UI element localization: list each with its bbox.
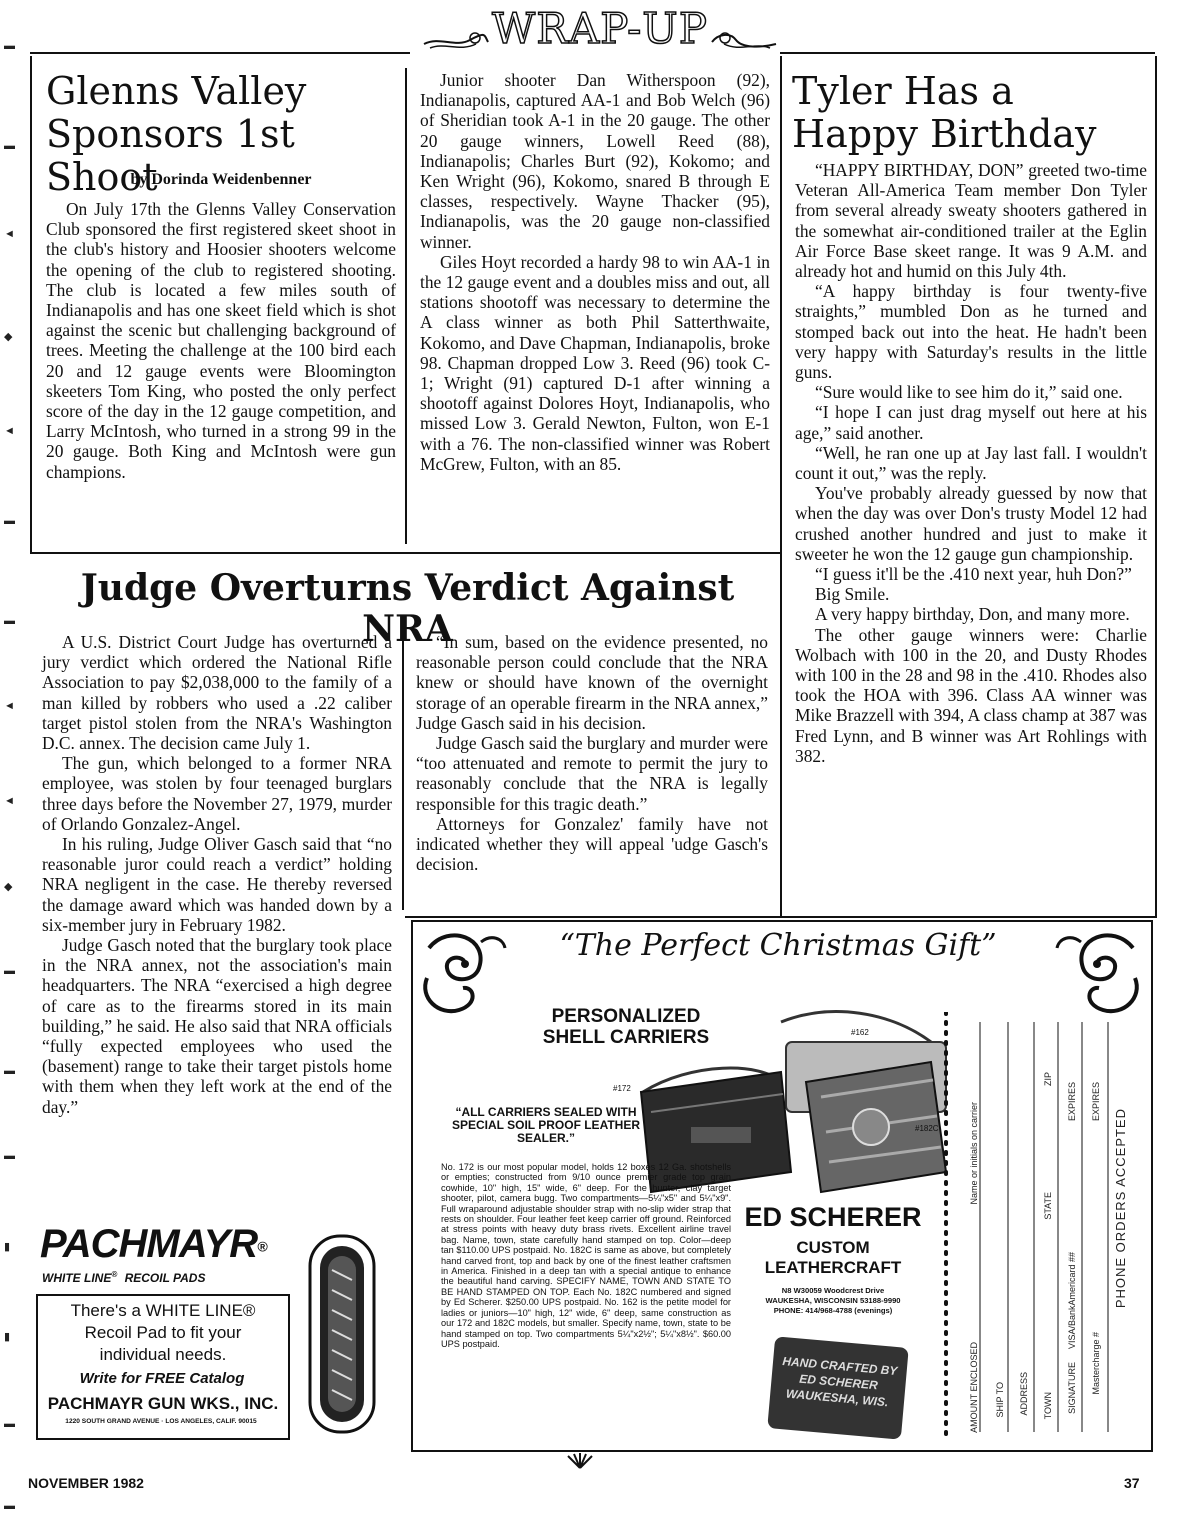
ornament-left-icon — [419, 928, 509, 1020]
town-field[interactable]: TOWN — [1043, 1392, 1053, 1420]
pachmayr-company: PACHMAYR GUN WKS., INC. — [47, 1394, 279, 1413]
company-city: WAUKESHA, WISCONSIN 53188-9990 — [765, 1296, 901, 1305]
company-address: N8 W30059 Woodcrest Drive — [781, 1286, 885, 1295]
glenns-column-1 — [46, 199, 396, 482]
paragraph: Giles Hoyt recorded a hardy 98 to win AA-1 in the 12 gauge event and a doubles miss and out, all stations shootoff was necessary to determine the A class winner as both Phil Satterthwaite, Kokomo, and Dave Chapman, Indianapolis, broke 98. Chapman dropped Low 3. Reed (96) took C-1; Wright (91) captured D-1 after winning a shootoff against Dolores Hoyt, Indianapolis, who missed Low 3. Gerald Newton, Fulton, won E-1 with a 76. The non-classified winner was Robert McGrew, Fulton, with an 85. — [420, 251, 770, 474]
binder-mark: ◄ — [4, 425, 15, 437]
nra-headline: Judge Overturns Verdict Against NRA — [80, 567, 735, 650]
paragraph: A very happy birthday, Don, and many more. — [815, 604, 1130, 625]
ornament-right-icon — [1053, 928, 1143, 1020]
recoil-pad-icon — [298, 1230, 402, 1436]
amount-enclosed-field[interactable]: AMOUNT ENCLOSED — [969, 1342, 979, 1433]
paragraph: “Well, he ran one up at Jay last fall. I wouldn't count it out,” was the reply. — [795, 442, 1147, 484]
product-title: PERSONALIZED SHELL CARRIERS — [542, 1006, 710, 1048]
binder-mark: ▮ — [4, 1241, 11, 1253]
column-rule — [780, 56, 782, 918]
paragraph: “Sure would like to see him do it,” said one. — [815, 382, 1123, 403]
binder-mark: ▬ — [4, 140, 15, 152]
binder-mark: ▬ — [4, 1150, 15, 1162]
company-name: ED SCHERER — [744, 1202, 922, 1232]
tag-172: #172 — [613, 1084, 631, 1093]
visa-field[interactable]: VISA/BankAmericard ## — [1067, 1252, 1077, 1350]
binder-mark: ▮ — [4, 1331, 11, 1343]
section-divider — [405, 916, 1157, 918]
paragraph: Judge Gasch noted that the burglary took place in the NRA annex, not the association's main headquarters. The NRA “exercised a high degree of care as to the firearms stored in its main building,” he said. He also said that NRA officials “fully expected employees who used the (basement) range to take their target pistols home with them when they left work at the end of the day.” — [42, 935, 392, 1117]
christmas-gift-headline: “The Perfect Christmas Gift” — [559, 928, 997, 963]
binder-mark: ▬ — [4, 1500, 15, 1512]
zip-field[interactable]: ZIP — [1043, 1072, 1053, 1087]
page-number: 37 — [1124, 1475, 1140, 1491]
paragraph: “In sum, based on the evidence presented, no reasonable person could conclude that the NRA knew or should have known of the overnight storage of an operable firearm in the NRA annex,” Judge Gasch said in his decision. — [416, 632, 768, 733]
end-ornament-icon — [565, 1452, 595, 1470]
phone-orders-banner: PHONE ORDERS ACCEPTED — [1113, 1108, 1128, 1309]
paragraph: On July 17th the Glenns Valley Conservation Club sponsored the first registered skeet shoot in the club's history and Hoosier shooters welcome the opening of the club to registered shooting. The club is located a few miles south of Indianapolis and has one skeet field which is shot against the scenic but challenging background of trees. Meeting the challenge at the 100 bird each 20 and 12 gauge events were Bloomington skeeters Tom King, who posted the only perfect score of the day in the 12 gauge competition, and Larry McIntosh, who turned in a strong 99 in the 20 gauge. Both King and McIntosh were gun champions. — [46, 199, 396, 482]
paragraph: You've probably already guessed by now that when the day was over Don's trusty Model 12 had crushed another hundred and just to make it sweeter he won the 12 gauge gun championship. — [795, 483, 1147, 564]
right-flourish-icon — [710, 14, 780, 54]
paragraph: Attorneys for Gonzalez' family have not indicated whether they will appeal 'udge Gasch's decision. — [416, 813, 768, 875]
tag-182c: #182C — [915, 1124, 939, 1133]
binder-mark: ▬ — [4, 515, 15, 527]
white-line-tagline — [42, 1270, 205, 1285]
coupon-cut-line — [943, 1012, 949, 1442]
section-title: WRAP-UP — [492, 4, 708, 53]
pachmayr-message: There's a WHITE LINE® Recoil Pad to fit your individual needs. — [70, 1301, 256, 1364]
expires-field-2[interactable]: EXPIRES — [1091, 1082, 1101, 1122]
column-rule — [402, 630, 404, 910]
paragraph: A U.S. District Court Judge has overturned a jury verdict which ordered the National Rifle Association to pay $2,038,000 to the family of a man killed by robbers who used a .22 caliber target pistol stolen from the NRA's Washington D.C. annex. The decision came July 1. — [42, 632, 392, 754]
stamp-text: HAND CRAFTED BY ED SCHERER WAUKESHA, WIS. — [781, 1354, 898, 1410]
column-rule — [405, 68, 407, 544]
paragraph: Junior shooter Dan Witherspoon (92), Indianapolis, captured AA-1 and Bob Welch (96) of Sheridian took A-1 in the 20 gauge. The other 20 gauge winners, Lowell Reed (88), Indianapolis; Charles Burt (92), Kokomo; and Ken Wright (96), Kokomo, snared B through E classes, respectively. Wayne Thacker (95), Indianapolis, was the 20 gauge non-classified winner. — [420, 70, 770, 252]
recoil-pads-text: RECOIL PADS — [124, 1271, 206, 1285]
paragraph: “I hope I can just drag myself out here at his age,” said another. — [795, 402, 1147, 443]
free-catalog-cta: Write for FREE Catalog — [79, 1370, 245, 1387]
binder-mark: ◄ — [4, 795, 15, 807]
paragraph: The gun, which belonged to a former NRA employee, was stolen by four teenaged burglars three days before the November 27, 1979, murder of Orlando Gonzalez-Angel. — [42, 753, 392, 834]
binder-mark: ◄ — [4, 228, 15, 240]
signature-field[interactable]: SIGNATURE — [1067, 1362, 1077, 1414]
state-field[interactable]: STATE — [1043, 1192, 1053, 1220]
section-divider — [30, 552, 782, 554]
tyler-body — [795, 160, 1147, 766]
pachmayr-address: 1220 SOUTH GRAND AVENUE · LOS ANGELES, CALIF. 90015 — [65, 1418, 257, 1425]
pachmayr-ad — [36, 1222, 404, 1438]
header-rule-right — [780, 52, 1155, 54]
glenns-headline: Glenns Valley Sponsors 1st Shoot — [46, 69, 307, 199]
ship-to-field[interactable]: SHIP TO — [995, 1382, 1005, 1418]
paragraph: In his ruling, Judge Oliver Gasch said that “no reasonable juror could reach a verdict” holding NRA negligent in the case. He thereby reversed the damage award which was handed down by a six-member jury in February 1982. — [42, 834, 392, 935]
header-rule-left — [30, 52, 410, 54]
white-line-mark: ® — [111, 1270, 118, 1279]
nra-column-1 — [42, 632, 392, 1117]
product-details: No. 172 is our most popular model, holds 12 boxes 12 Ga. shotshells or empties; constructed from 9/10 ounce premier grade top grain cowhide, 10" high, 15" wide, 6" deep. For the hunter, clay target shooter, pilot, camera bugg. Two compartments—5¼"x5" and 5¼"x9". Full wraparound adjustable shoulder strap with no-slip wider strap that rests on shoulder. Four leather feet keep carrier off ground. Reinforced at stress points with heavy duty brass rivets. Excellent airline travel bag. Name, town, state carefully hand stamped on top. Color—deep tan $110.00 UPS postpaid. No. 182C is same as above, but completely hand carved front, top and back by one of the finest leather craftsmen in America. Finished in a deep tan with a special antique to enhance the beautiful hand carving. SPECIFY NAME, TOWN AND STATE TO BE HAND STAMPED ON TOP. Each No. 182C numbered and signed by Ed Scherer. $250.00 UPS postpaid. No. 162 is the petite model for ladies or juniors—10" high, 12" wide, 6" deep, same construction as our 172 and 182C models, but smaller. Specify name, town, state to be hand stamped on top. Two compartments 5¼"x2½"; 5¼"x8½". $60.00 UPS postpaid. — [441, 1162, 731, 1349]
mastercharge-field[interactable]: Mastercharge # — [1091, 1332, 1101, 1395]
binder-mark: ◄ — [4, 700, 15, 712]
paragraph: “A happy birthday is four twenty-five straights,” mumbled Don as he turned and stomped back out into the heat. He hadn't been very happy with Saturday's results in the little guns. — [795, 281, 1147, 383]
paragraph: Big Smile. — [815, 584, 890, 605]
binder-mark: ◆ — [4, 881, 13, 893]
company-subtitle: CUSTOM LEATHERCRAFT — [764, 1238, 902, 1277]
registered-mark: ® — [257, 1238, 267, 1255]
binder-mark: ▬ — [4, 1418, 15, 1430]
binder-mark: ◆ — [4, 331, 13, 343]
binder-mark: ▬ — [4, 965, 15, 977]
pachmayr-brand: PACHMAYR — [40, 1222, 258, 1266]
scherer-ad — [411, 920, 1153, 1452]
hand-crafted-stamp — [767, 1336, 909, 1439]
paragraph: The other gauge winners were: Charlie Wolbach with 100 in the 20, and Dusty Rhodes with 100 in the 28 and 98 in the .410. Rhodes also took the HOA with 396. Class AA winner was Mike Brazzell with 394, A class champ at 387 was Fred Lynn, and B winner was Art Rohlings with 382. — [795, 624, 1147, 766]
tag-162: #162 — [851, 1028, 869, 1037]
paragraph: Judge Gasch said the burglary and murder were “too attenuated and remote to permit the jury to reasonably conclude that the NRA is legally responsible for this tragic death.” — [416, 733, 768, 814]
frame-rule — [1155, 56, 1157, 918]
company-phone: PHONE: 414/968-4788 (evenings) — [773, 1306, 893, 1315]
binder-mark: ▬ — [4, 40, 15, 52]
glenns-byline: by Dorinda Weidenbenner — [130, 171, 312, 188]
glenns-column-2 — [420, 70, 770, 474]
expires-field-1[interactable]: EXPIRES — [1067, 1082, 1077, 1122]
paragraph: “HAPPY BIRTHDAY, DON” greeted two-time Veteran All-America Team member Don Tyler from several already sweaty shooters gathered in the somewhat air-conditioned trailer at the Eglin Air Force Base skeet range. It was 9 A.M. and already hot and humid on this July 4th. — [795, 160, 1147, 282]
name-on-carrier-field[interactable]: Name or initials on carrier — [969, 1102, 979, 1205]
address-field[interactable]: ADDRESS — [1019, 1372, 1029, 1416]
tyler-headline: Tyler Has a Happy Birthday — [792, 69, 1097, 156]
paragraph: “I guess it'll be the .410 next year, huh Don?” — [815, 564, 1132, 585]
issue-date: NOVEMBER 1982 — [28, 1475, 144, 1491]
white-line-name: WHITE LINE — [42, 1271, 112, 1285]
sealer-note: “ALL CARRIERS SEALED WITH SPECIAL SOIL PROOF LEATHER SEALER.” — [451, 1105, 641, 1145]
left-flourish-icon — [420, 14, 490, 54]
pachmayr-logo — [40, 1222, 267, 1267]
frame-rule — [30, 56, 32, 554]
nra-column-2 — [416, 632, 768, 874]
binder-mark: ▬ — [4, 1065, 15, 1077]
binder-mark: ▬ — [4, 615, 15, 627]
